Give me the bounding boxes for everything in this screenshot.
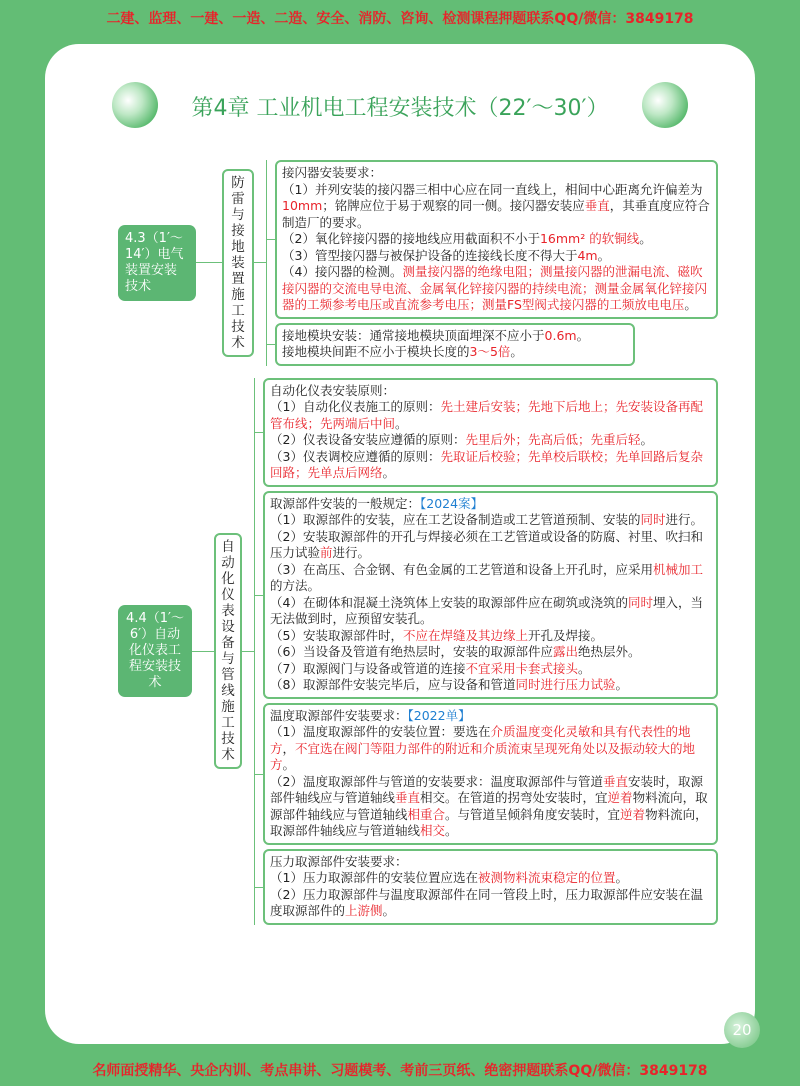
text-run: 压力取源部件安装要求： [270,853,408,869]
text-run: （1）温度取源部件的安装位置：要选在 [270,724,491,739]
text-run: 的方法。 [270,578,321,593]
highlight-text: 不应在焊缝及其边缘上 [402,627,528,643]
right-bubble-decoration [642,82,688,128]
connector [192,651,214,652]
text-run: （4）在砌体和混凝土浇筑体上安装的取源部件应在砌筑或浇筑的 [270,594,628,610]
box-paragraph [282,231,711,248]
text-run: 。 [282,757,296,772]
text-run: （4）接闪器的检测。 [282,264,403,279]
highlight-text: 介质温度变化灵敏和具有代表性的地方 [270,724,691,756]
subsection-node-lightning-grounding [222,169,254,357]
box-paragraph [282,264,711,314]
highlight-text: 机械加工 [652,561,703,577]
text-run: ；铭牌应位于易于观察的同一侧。接闪器安装应 [322,198,585,213]
box-paragraph [270,887,711,920]
highlight-text: 露出 [552,644,578,659]
box-paragraph [270,708,711,725]
highlight-text: 垂直 [395,790,421,805]
box-lightning-arrester [275,160,718,319]
text-run: 温度取源部件安装要求： [270,707,408,723]
highlight-text: 测量接闪器的绝缘电阻；测量接闪器的泄漏电流、磁吹接闪器的交流电导电流、金属氧化锌接闪器的持续电流；测量金属氧化锌接闪器的工频参考电压或直流参考电压；测量FS型阀式接闪器的工频放电电压 [282,264,708,312]
section-node-4-3: 4.3（1′～14′）电气装置安装技术 [118,225,196,301]
highlight-text: 上游侧 [345,903,383,918]
text-run: （1）压力取源部件的安装位置应选在 [270,870,478,885]
text-run: （2）温度取源部件与管道的安装要求：温度取源部件与管道 [270,773,603,789]
box-paragraph [270,399,711,432]
text-run: ， [282,740,296,756]
box-source-parts-general [263,491,718,699]
text-run: （1）自动化仪表施工的原则： [270,399,441,414]
highlight-text: 逆着 [620,806,646,822]
text-run: 。 [382,465,396,480]
text-run: 。 [577,660,591,676]
text-run: 物料流向，取源部件轴线应与管道轴线 [270,806,708,838]
text-run: （1）取源部件的安装，应在工艺设备制造或工艺管道预制、安装的 [270,512,641,527]
highlight-text: 逆着 [607,790,633,805]
text-run: 。 [382,903,396,918]
box-paragraph [270,383,711,400]
section-row-4-4 [118,378,718,925]
text-run: 接闪器安装要求： [282,165,383,180]
box-paragraph [282,248,711,265]
text-run: （5）安装取源部件时， [270,627,403,643]
box-paragraph [270,562,711,595]
text-run: 。 [684,297,697,312]
box-paragraph [270,496,711,513]
text-run: （2）仪表设备安装应遵循的原则： [270,432,466,447]
text-run: 。 [640,432,653,447]
box-paragraph [270,854,711,871]
box-paragraph [270,774,711,840]
connector [242,651,254,652]
text-run: （2）压力取源部件与温度取源部件在同一管段上时，压力取源部件应安装在温度取源部件的 [270,886,703,918]
box-temperature-source [263,703,718,845]
text-run: 。 [615,870,628,885]
text-run: （3）管型接闪器与被保护设备的连接线长度不得大于 [282,247,578,263]
content-column-4-3 [266,160,718,366]
content-column-4-4 [254,378,718,925]
exam-tag: 【2024案】 [420,495,484,511]
box-paragraph [270,677,711,694]
text-run: （8）取源部件安装完毕后，应与设备和管道 [270,677,516,692]
text-run: 自动化仪表安装原则： [270,382,396,398]
text-run: 物料流向，取源部件轴线应与管道轴线 [270,790,708,822]
highlight-text: 相重合 [407,806,446,822]
text-run: 。 [395,415,408,431]
highlight-text: 相交 [420,823,446,838]
top-banner: 二建、监理、一建、一造、二造、安全、消防、咨询、检测课程押题联系QQ/微信：3849178 [106,11,694,27]
text-run: 。 [445,823,458,838]
box-paragraph [270,432,711,449]
highlight-text: 0.6m [544,327,577,343]
box-paragraph [282,182,711,232]
text-run: （7）取源阀门与设备或管道的连接 [270,660,466,676]
connector [196,262,222,263]
text-run: （1）并列安装的接闪器三相中心应在同一直线上，相间中心距离允许偏差为 [282,181,703,197]
connector [254,262,266,263]
highlight-text: 3～5倍 [469,344,511,359]
highlight-text: 不宜选在阀门等阻力部件的附近和介质流束呈现死角处以及振动较大的地方 [270,740,696,772]
highlight-text: 同时 [640,512,666,527]
highlight-text: 前 [320,545,333,560]
highlight-text: 不宜采用卡套式接头 [465,660,578,676]
box-paragraph [270,512,711,529]
box-paragraph [282,328,628,345]
text-run: （6）当设备及管道有绝热层时，安装的取源部件应 [270,644,553,659]
highlight-text: 4m [577,247,598,263]
subsection-node-instrument-piping [214,533,242,769]
highlight-text: 同时 [627,594,653,610]
text-run: （3）仪表调校应遵循的原则： [270,448,441,464]
text-run: 接地模块间距不应小于模块长度的 [282,344,470,359]
highlight-text: 垂直 [584,198,610,213]
box-install-principles [263,378,718,487]
highlight-text: 先取证后校验；先单校后联校；先单回路后复杂回路；先单点后网络 [270,448,703,480]
subsection-label: 防雷与接地装置施工技术 [231,174,245,351]
box-paragraph [270,595,711,628]
highlight-text: 16mm² 的软铜线 [539,231,640,246]
section-node-4-4: 4.4（1′～6′）自动化仪表工程安装技术 [118,605,192,697]
box-paragraph [270,724,711,774]
highlight-text: 先里后外；先高后低；先重后轻 [465,432,641,447]
text-run: 安装时，取源部件轴线应与管道轴线 [270,773,703,805]
text-run: 开孔及焊接。 [527,627,603,643]
box-pressure-source [263,849,718,925]
box-paragraph [270,628,711,645]
box-paragraph [270,529,711,562]
box-paragraph [270,661,711,678]
highlight-text: 先土建后安装；先地下后地上；先安装设备再配管布线；先两端后中间 [270,399,703,431]
text-run: （3）在高压、合金钢、有色金属的工艺管道和设备上开孔时，应采用 [270,561,653,577]
text-run: 。 [597,247,611,263]
text-run: 。 [576,327,590,343]
subsection-label: 自动化仪表设备与管线施工技术 [221,539,235,763]
text-run: 进行。 [332,545,371,560]
highlight-text: 同时进行压力试验 [515,677,616,692]
text-run: 。 [639,231,652,246]
text-run: 进行。 [665,512,703,527]
text-run: （2）氧化锌接闪器的接地线应用截面积不小于 [282,231,540,246]
highlight-text: 垂直 [602,773,628,789]
mindmap [118,160,718,925]
box-paragraph [270,449,711,482]
text-run: 埋入，当无法做到时，应预留安装孔。 [270,594,703,626]
text-run: 取源部件安装的一般规定： [270,495,421,511]
box-paragraph [270,644,711,661]
box-grounding-module [275,323,635,366]
exam-tag: 【2022单】 [407,707,471,723]
chapter-title-bar [112,80,688,130]
text-run: 绝热层外。 [577,644,641,659]
chapter-title: 第4章 工业机电工程安装技术（22′～30′） [191,96,609,121]
text-run: 相交。在管道的拐弯处安装时，宜 [420,790,608,805]
page-number: 20 [724,1012,760,1048]
highlight-text: 被测物料流束稳定的位置 [477,870,616,885]
highlight-text: 10mm [282,198,323,213]
box-paragraph [282,344,628,361]
text-run: （2）安装取源部件的开孔与焊接必须在工艺管道或设备的防腐、衬里、吹扫和压力试验 [270,528,703,560]
text-run: 。 [510,344,523,359]
text-run: 。与管道呈倾斜角度安装时，宜 [445,806,621,822]
section-row-4-3 [118,160,718,366]
text-run: 接地模块安装：通常接地模块顶面埋深不应小于 [282,327,545,343]
bottom-banner: 名师面授精华、央企内训、考点串讲、习题模考、考前三页纸、绝密押题联系QQ/微信：3849178 [92,1063,708,1079]
box-paragraph [282,165,711,182]
box-paragraph [270,870,711,887]
text-run: ，其垂直度应符合制造厂的要求。 [282,198,710,230]
text-run: 。 [615,677,628,692]
